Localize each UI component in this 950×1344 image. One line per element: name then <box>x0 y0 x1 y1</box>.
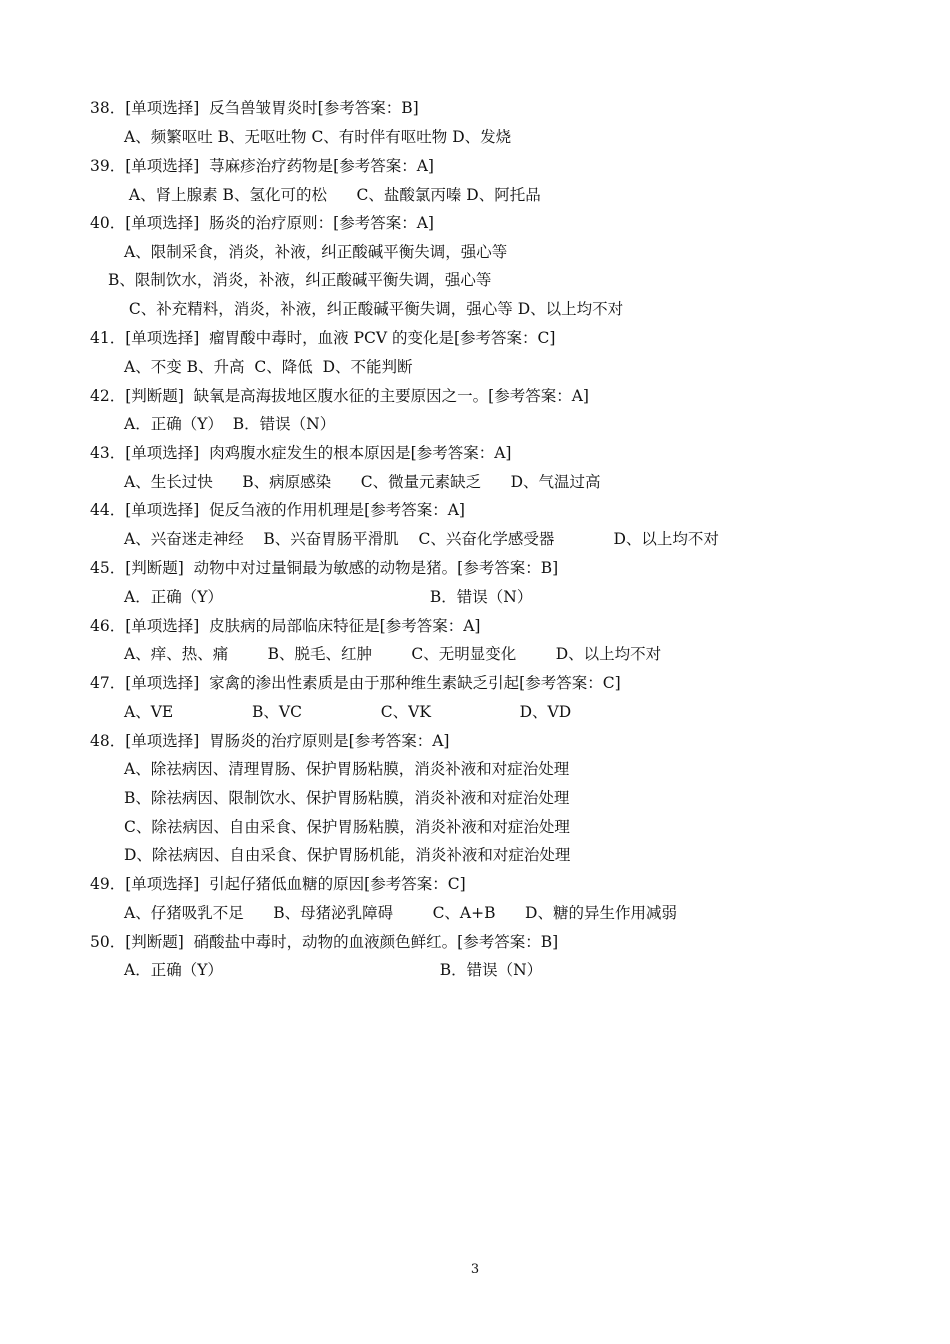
question-47: 47．[单项选择] 家禽的渗出性素质是由于那种维生素缺乏引起[参考答案：C] <box>90 674 621 692</box>
options-50: A．正确（Y） B．错误（N） <box>124 961 543 979</box>
question-46: 46．[单项选择] 皮肤病的局部临床特征是[参考答案：A] <box>90 617 481 635</box>
options-42: A．正确（Y） B．错误（N） <box>124 415 336 433</box>
options-39: A、肾上腺素 B、氢化可的松 C、盐酸氯丙嗪 D、阿托品 <box>124 186 541 204</box>
question-43: 43．[单项选择] 肉鸡腹水症发生的根本原因是[参考答案：A] <box>90 444 512 462</box>
options-41: A、不变 B、升高 C、降低 D、不能判断 <box>124 358 413 376</box>
question-42: 42．[判断题] 缺氧是高海拔地区腹水征的主要原因之一。[参考答案：A] <box>90 387 589 405</box>
options-48-a: A、除祛病因、清理胃肠、保护胃肠粘膜，消炎补液和对症治处理 <box>124 760 570 778</box>
options-48-d: D、除祛病因、自由采食、保护胃肠机能，消炎补液和对症治处理 <box>124 846 571 864</box>
question-38: 38．[单项选择] 反刍兽皱胃炎时[参考答案：B] <box>90 99 419 117</box>
options-48-b: B、除祛病因、限制饮水、保护胃肠粘膜，消炎补液和对症治处理 <box>124 789 570 807</box>
question-41: 41．[单项选择] 瘤胃酸中毒时，血液 PCV 的变化是[参考答案：C] <box>90 329 556 347</box>
options-49: A、仔猪吸乳不足 B、母猪泌乳障碍 C、A+B D、糖的异生作用减弱 <box>124 904 677 922</box>
options-48-c: C、除祛病因、自由采食、保护胃肠粘膜，消炎补液和对症治处理 <box>124 818 570 836</box>
options-46: A、痒、热、痛 B、脱毛、红肿 C、无明显变化 D、以上均不对 <box>124 645 662 663</box>
question-44: 44．[单项选择] 促反刍液的作用机理是[参考答案：A] <box>90 501 465 519</box>
question-49: 49．[单项选择] 引起仔猪低血糖的原因[参考答案：C] <box>90 875 466 893</box>
question-50: 50．[判断题] 硝酸盐中毒时，动物的血液颜色鲜红。[参考答案：B] <box>90 933 559 951</box>
options-40-cd: C、补充精料，消炎，补液，纠正酸碱平衡失调，强心等 D、以上均不对 <box>124 300 624 318</box>
options-40-b: B、限制饮水，消炎，补液，纠正酸碱平衡失调，强心等 <box>108 271 492 289</box>
options-43: A、生长过快 B、病原感染 C、微量元素缺乏 D、气温过高 <box>124 473 601 491</box>
question-45: 45．[判断题] 动物中对过量铜最为敏感的动物是猪。[参考答案：B] <box>90 559 559 577</box>
options-38: A、频繁呕吐 B、无呕吐物 C、有时伴有呕吐物 D、发烧 <box>124 128 512 146</box>
options-44: A、兴奋迷走神经 B、兴奋胃肠平滑肌 C、兴奋化学感受器 D、以上均不对 <box>124 530 719 548</box>
options-47: A、VE B、VC C、VK D、VD <box>124 703 572 721</box>
options-40-a: A、限制采食，消炎，补液，纠正酸碱平衡失调，强心等 <box>124 243 508 261</box>
question-39: 39．[单项选择] 荨麻疹治疗药物是[参考答案：A] <box>90 157 434 175</box>
options-45: A．正确（Y） B．错误（N） <box>124 588 533 606</box>
page-number: 3 <box>470 1262 480 1277</box>
question-48: 48．[单项选择] 胃肠炎的治疗原则是[参考答案：A] <box>90 732 450 750</box>
question-40: 40．[单项选择] 肠炎的治疗原则：[参考答案：A] <box>90 214 434 232</box>
